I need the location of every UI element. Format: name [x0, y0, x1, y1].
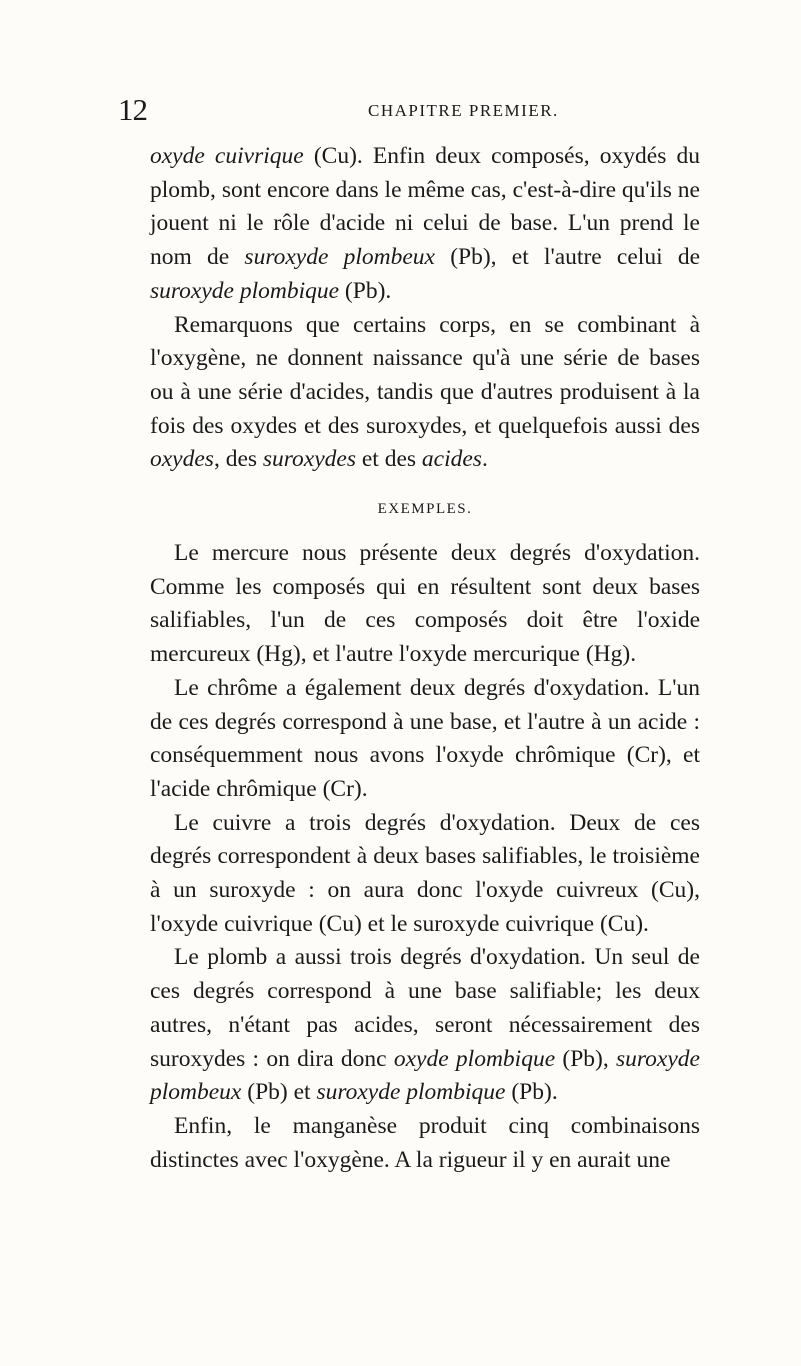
text-run: (Pb). [339, 277, 392, 304]
running-head: CHAPITRE PREMIER. [368, 101, 559, 120]
italic-text: acides [421, 446, 482, 473]
section-heading: EXEMPLES. [377, 501, 473, 518]
italic-text: oxyde cuivrique [150, 143, 304, 169]
italic-text: suroxyde plombique [150, 277, 340, 304]
text-run: (Pb). [505, 1079, 558, 1106]
text-run: (Pb), et l'autre celui de [434, 244, 701, 271]
italic-text: suroxyde plombeux [244, 244, 435, 271]
text-run: et des [356, 446, 422, 473]
paragraph [150, 309, 700, 478]
paragraphs-before-heading [150, 140, 700, 477]
italic-text: suroxydes [262, 446, 356, 473]
paragraph [150, 140, 700, 309]
text-run: Le mercure nous présente deux degrés d'oxydation. Comme les composés qui en résultent sont deux bases salifiables, l'un de ces composés doit être l'oxide mercureux (Hg), et l'autre l'oxyde mercurique (Hg). [150, 540, 700, 668]
paragraph [150, 537, 700, 672]
text-run: . [481, 446, 488, 473]
paragraph [150, 941, 700, 1110]
page-body [150, 140, 700, 1177]
text-run: , des [213, 446, 263, 473]
paragraph [150, 807, 700, 942]
page-header [118, 92, 698, 132]
italic-text: suroxyde plombeux [150, 1045, 700, 1106]
page-number: 12 [118, 92, 147, 127]
text-run: (Cu). Enfin deux composés, oxydés du plomb, sont encore dans le même cas, c'est-à-dire qu'ils ne jouent ni le rôle d'acide ni celui de base. L'un prend le nom de [150, 143, 700, 271]
paragraph [150, 672, 700, 807]
text-run: (Pb), [555, 1045, 617, 1072]
italic-text: suroxyde plombique [316, 1079, 506, 1106]
paragraph [150, 1110, 700, 1177]
text-run: (Pb) et [241, 1079, 317, 1106]
text-run: Le cuivre a trois degrés d'oxydation. Deux de ces degrés correspondent à deux bases salifiables, le troisième à un suroxyde : on aura donc l'oxyde cuivreux (Cu), l'oxyde cuivrique (Cu) et le suroxyde cuivrique (Cu). [150, 809, 700, 937]
paragraphs-after-heading [150, 537, 700, 1177]
text-run: Enfin, le manganèse produit cinq combinaisons distinctes avec l'oxygène. A la rigueur il y en aurait une [150, 1112, 700, 1173]
italic-text: oxyde plombique [393, 1045, 556, 1072]
italic-text: oxydes [150, 446, 214, 473]
text-run: Remarquons que certains corps, en se combinant à l'oxygène, ne donnent naissance qu'à une série de bases ou à une série d'acides, tandis que d'autres produisent à la fois des oxydes et des suroxydes, et quelquefois aussi des [150, 311, 700, 439]
text-run: Le plomb a aussi trois degrés d'oxydation. Un seul de ces degrés correspond à une base salifiable; les deux autres, n'étant pas acides, seront nécessairement des suroxydes : on dira donc [150, 944, 700, 1072]
text-run: Le chrôme a également deux degrés d'oxydation. L'un de ces degrés correspond à une base, et l'autre à un acide : conséquemment nous avons l'oxyde chrômique (Cr), et l'acide chrômique (Cr). [150, 674, 700, 802]
